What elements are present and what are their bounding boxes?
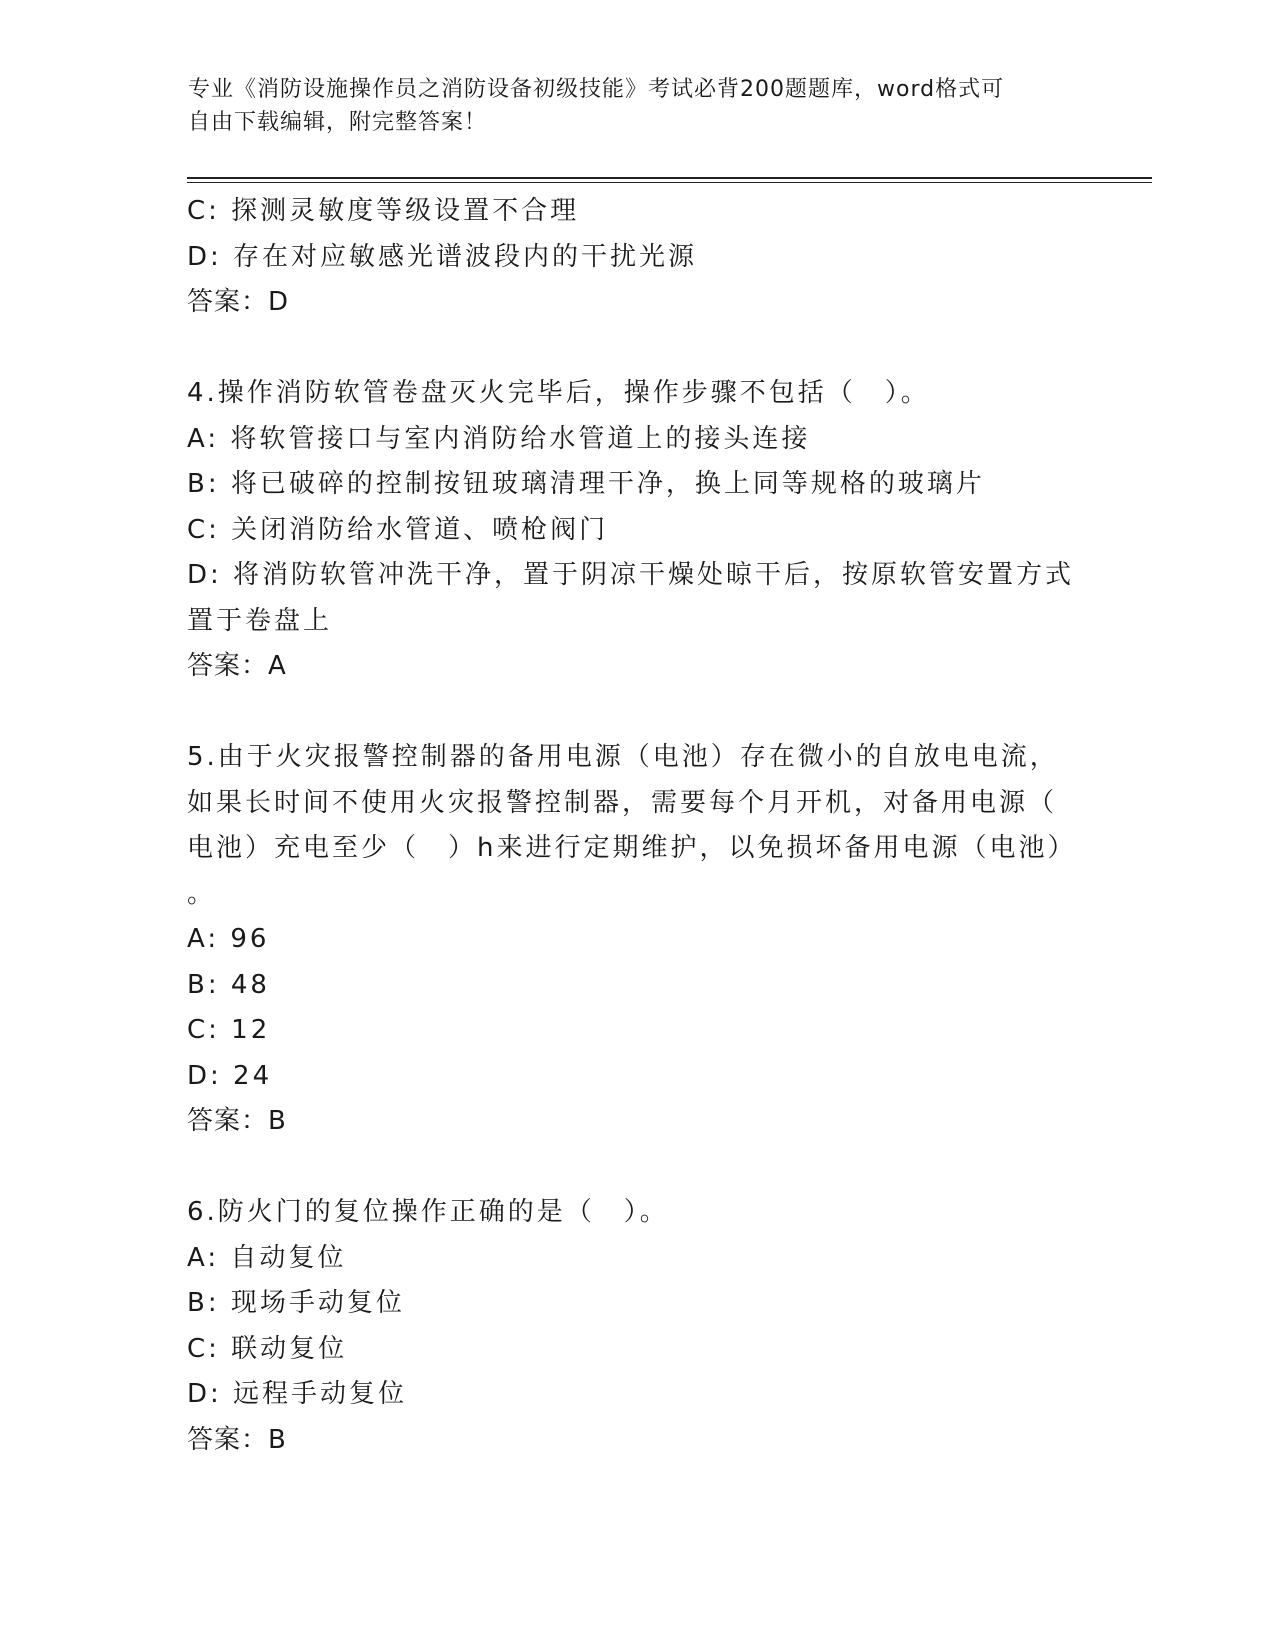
question-stem-continued: 电池）充电至少（ ）h来进行定期维护，以免损坏备用电源（电池）	[187, 833, 1077, 863]
answer-text: 答案：D	[187, 287, 290, 317]
option-b: B: 将已破碎的控制按钮玻璃清理干净，换上同等规格的玻璃片	[187, 469, 985, 499]
header-line-1: 专业《消防设施操作员之消防设备初级技能》考试必背200题题库，word格式可	[188, 77, 1005, 102]
question-5	[187, 735, 1087, 1145]
answer-text: 答案：B	[187, 1106, 287, 1136]
option-d: D: 24	[187, 1060, 273, 1091]
option-d-continued: 置于卷盘上	[187, 605, 333, 636]
header-rule-thick	[187, 177, 1152, 179]
option-c: C: 联动复位	[187, 1333, 348, 1364]
option-a: A: 将软管接口与室内消防给水管道上的接头连接	[187, 423, 811, 454]
option-b: B: 现场手动复位	[187, 1288, 405, 1318]
question-6	[187, 1190, 1087, 1463]
header-rule-thin	[187, 182, 1152, 183]
question-stem: 5.由于火灾报警控制器的备用电源（电池）存在微小的自放电电流，	[187, 742, 1059, 772]
option-d: D: 存在对应敏感光谱波段内的干扰光源	[187, 241, 698, 272]
question-stem-continued: 如果长时间不使用火灾报警控制器，需要每个月开机，对备用电源（	[187, 787, 1058, 818]
question-4	[187, 371, 1087, 690]
question-stem: 6.防火门的复位操作正确的是（ ）。	[187, 1197, 669, 1227]
question-list	[187, 189, 1087, 1463]
option-c: C: 关闭消防给水管道、喷枪阀门	[187, 514, 609, 545]
header-line-2: 自由下载编辑，附完整答案！	[188, 110, 488, 135]
spacer	[187, 690, 1087, 736]
answer-text: 答案：A	[187, 651, 287, 681]
question-stem: 4.操作消防软管卷盘灭火完毕后，操作步骤不包括（ ）。	[187, 378, 930, 408]
option-c: C: 12	[187, 1015, 271, 1045]
option-d: D: 远程手动复位	[187, 1379, 408, 1409]
document-header	[188, 73, 1088, 139]
answer-text: 答案：B	[187, 1424, 287, 1455]
option-a: A: 96	[187, 924, 270, 954]
question-3	[187, 189, 1087, 326]
option-b: B: 48	[187, 969, 270, 1000]
spacer	[187, 326, 1087, 372]
spacer	[187, 1145, 1087, 1191]
option-c: C: 探测灵敏度等级设置不合理	[187, 196, 580, 226]
question-stem-continued: 。	[187, 878, 217, 909]
option-d: D: 将消防软管冲洗干净，置于阴凉干燥处晾干后，按原软管安置方式	[187, 560, 1075, 590]
option-a: A: 自动复位	[187, 1242, 347, 1273]
